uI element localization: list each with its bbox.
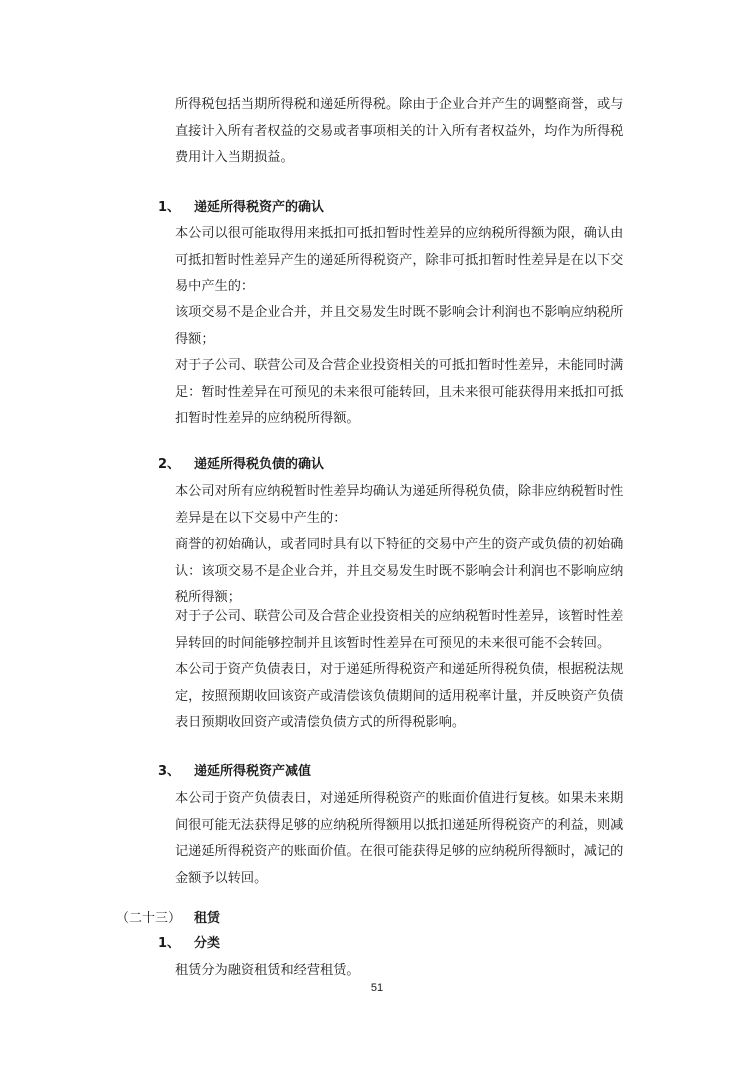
section-number: （二十三） [116,911,182,926]
heading-text: 递延所得税资产的确认 [194,200,325,215]
paragraph-liability-condition-1 [175,532,645,612]
text-line: 费用计入当期损益。 [175,150,294,165]
text-line: 异转回的时间能够控制并且该暂时性差异在可预见的未来很可能不会转回。 [175,635,611,651]
section-text: 租赁 [194,911,221,926]
text-line: 对于子公司、联营公司及合营企业投资相关的应纳税暂时性差异，该暂时性差 [175,609,624,624]
text-line: 商誉的初始确认，或者同时具有以下特征的交易中产生的资产或负债的初始确 [175,537,624,552]
text-line: 可抵扣暂时性差异产生的递延所得税资产，除非可抵扣暂时性差异是在以下交 [175,252,624,268]
heading-number: 3、 [158,764,181,779]
heading-number: 2、 [158,457,181,472]
paragraph-asset-condition-1 [175,300,645,353]
text-line: 差异是在以下交易中产生的： [175,510,347,526]
text-line: 所得税包括当期所得税和递延所得税。除由于企业合并产生的调整商誉，或与 [175,97,624,112]
page-number: 51 [370,982,384,994]
heading-text: 递延所得税资产减值 [194,764,312,779]
text-line: 记递延所得税资产的账面价值。在很可能获得足够的应纳税所得额时，减记的 [175,844,624,859]
heading-number: 1、 [158,936,181,951]
text-line: 认：该项交易不是企业合并，并且交易发生时既不影响会计利润也不影响应纳 [175,563,624,579]
heading-text: 递延所得税负债的确认 [194,457,325,472]
paragraph-liability-condition-2 [175,604,645,657]
paragraph-asset-recognition [175,221,645,301]
text-line: 间很可能无法获得足够的应纳税所得额用以抵扣递延所得税资产的利益，则减 [175,817,624,833]
text-line: 足：暂时性差异在可预见的未来很可能转回，且未来很可能获得用来抵扣可抵 [175,384,624,400]
text-line: 本公司以很可能取得用来抵扣可抵扣暂时性差异的应纳税所得额为限，确认由 [175,226,624,241]
text-line: 本公司对所有应纳税暂时性差异均确认为递延所得税负债，除非应纳税暂时性 [175,484,624,499]
text-line: 得额； [175,331,215,347]
text-line: 对于子公司、联营公司及合营企业投资相关的可抵扣暂时性差异，未能同时满 [175,358,624,373]
text-line: 易中产生的： [175,279,255,294]
paragraph-asset-condition-2 [175,353,645,433]
text-line: 该项交易不是企业合并，并且交易发生时既不影响会计利润也不影响应纳税所 [175,305,624,320]
text-line: 金额予以转回。 [175,870,268,886]
paragraph-impairment [175,786,645,892]
paragraph-intro [175,92,645,172]
heading-number: 1、 [158,200,181,215]
text-line: 租赁分为融资租赁和经营租赁。 [175,963,360,978]
text-line: 本公司于资产负债表日，对递延所得税资产的账面价值进行复核。如果未来期 [175,791,624,806]
text-line: 扣暂时性差异的应纳税所得额。 [175,411,360,426]
paragraph-liability-recognition [175,479,645,532]
text-line: 表日预期收回资产或清偿负债方式的所得税影响。 [175,715,466,730]
paragraph-lease-classification [175,958,645,985]
text-line: 直接计入所有者权益的交易或者事项相关的计入所有者权益外，均作为所得税 [175,123,624,139]
heading-text: 分类 [194,936,221,951]
paragraph-liability-measurement [175,657,645,737]
text-line: 税所得额； [175,590,241,605]
text-line: 本公司于资产负债表日，对于递延所得税资产和递延所得税负债，根据税法规 [175,662,624,677]
text-line: 定，按照预期收回该资产或清偿该负债期间的适用税率计量，并反映资产负债 [175,688,624,704]
